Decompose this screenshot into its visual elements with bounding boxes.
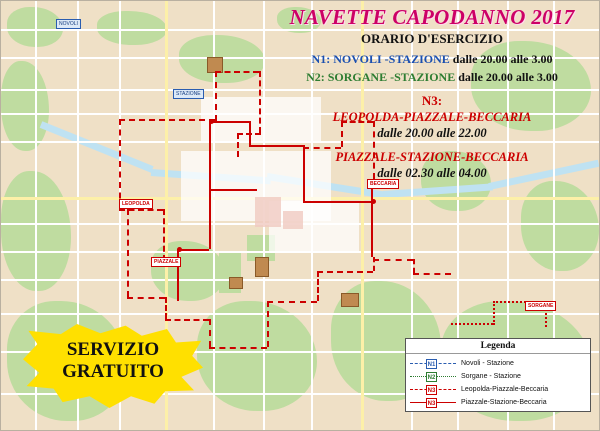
terminal-sorgane-marker: SORGANE: [525, 301, 556, 311]
line-n2-label: N2: SORGANE -STAZIONE: [306, 70, 456, 84]
historic-block: [255, 197, 281, 227]
route-n3-solid: [209, 189, 257, 191]
legend-label: Piazzale-Stazione-Beccaria: [461, 399, 547, 406]
legend: [405, 338, 591, 412]
route-n1: [237, 133, 261, 135]
line-n1-hours: dalle 20.00 alle 3.00: [452, 52, 553, 66]
line-n3-label: N3:: [421, 93, 443, 108]
line-n2-row: [271, 70, 593, 85]
route-n1: [237, 133, 239, 157]
line-n3-route: LEOPOLDA-PIAZZALE-BECCARIA: [332, 110, 532, 124]
stop-stazione-marker: STAZIONE: [173, 89, 204, 99]
route-n1: [215, 71, 259, 73]
free-service-line2: GRATUITO: [62, 361, 164, 382]
subtitle: ORARIO D'ESERCIZIO: [361, 31, 503, 46]
route-n3-dashed: [413, 273, 451, 275]
street: [1, 251, 600, 253]
route-n3-dashed: [317, 271, 373, 273]
legend-item: [410, 357, 586, 370]
route-n1: [215, 71, 217, 121]
route-n2: [451, 323, 493, 325]
route-n3-solid: [209, 121, 211, 189]
route-n3-dashed: [317, 271, 319, 301]
route-n3-dashed: [267, 301, 317, 303]
route-n3-solid: [303, 201, 371, 203]
legend-symbol-n3-solid: [410, 398, 456, 408]
legend-symbol-n3-dashed: [410, 385, 456, 395]
street: [1, 279, 600, 281]
line-n1-label: N1: NOVOLI -STAZIONE: [311, 52, 450, 66]
route-n3-solid: [209, 189, 211, 249]
route-n1: [119, 119, 215, 121]
route-n1: [259, 71, 261, 133]
route-n3-solid: [371, 201, 373, 257]
route-n1: [119, 209, 163, 211]
route-n2: [493, 301, 495, 325]
route-n3-dashed: [267, 301, 269, 347]
line-n3-route2: PIAZZALE-STAZIONE-BECCARIA: [335, 150, 529, 164]
route-n3-solid: [209, 121, 249, 123]
free-service-text: [23, 339, 203, 383]
legend-label: Leopolda-Piazzale-Beccaria: [461, 386, 549, 393]
route-node: [209, 119, 214, 124]
historic-block: [283, 211, 303, 229]
route-n3-dashed: [373, 259, 413, 261]
route-n3-dashed: [209, 347, 267, 349]
line-n3-hours: dalle 20.00 alle 22.00: [377, 126, 487, 140]
stop-leopolda-marker: LEOPOLDA: [119, 199, 153, 209]
street: [1, 313, 600, 315]
legend-item: [410, 396, 586, 409]
stop-beccaria-marker: BECCARIA: [367, 179, 399, 189]
line-n1-row: [271, 52, 593, 67]
line-n3-hours2: dalle 02.30 alle 04.00: [377, 166, 487, 180]
stop-piazzale-marker: PIAZZALE: [151, 257, 181, 267]
landmark-icon: [341, 293, 359, 307]
legend-item: [410, 370, 586, 383]
route-n3-dashed: [165, 319, 209, 321]
legend-label: Sorgane - Stazione: [461, 373, 521, 380]
route-n3-dashed: [127, 209, 129, 297]
legend-symbol-n1: [410, 359, 456, 369]
line-n2-hours: dalle 20.00 alle 3.00: [458, 70, 558, 84]
legend-item: [410, 383, 586, 396]
legend-label: Novoli - Stazione: [461, 360, 514, 367]
stop-novoli-marker: NOVOLI: [56, 19, 81, 29]
legend-tag: N2: [426, 372, 437, 382]
route-n1: [119, 119, 121, 209]
landmark-icon: [229, 277, 243, 289]
free-service-line1: SERVIZIO: [66, 339, 160, 360]
landmark-icon: [255, 257, 269, 277]
route-n1: [163, 209, 165, 261]
park-area: [97, 11, 167, 45]
legend-tag: N1: [426, 359, 437, 369]
title-block: [271, 5, 593, 181]
route-n3-dashed: [165, 297, 167, 319]
legend-symbol-n2: [410, 372, 456, 382]
route-n3-dashed: [209, 319, 211, 347]
legend-tag: N3: [426, 398, 437, 408]
page-title: NAVETTE CAPODANNO 2017: [289, 5, 575, 29]
route-node: [177, 247, 182, 252]
legend-title: Legenda: [406, 339, 590, 354]
route-n3-dashed: [127, 297, 165, 299]
route-node: [371, 199, 376, 204]
legend-tag: N3: [426, 385, 437, 395]
route-n3-dashed: [413, 259, 415, 273]
